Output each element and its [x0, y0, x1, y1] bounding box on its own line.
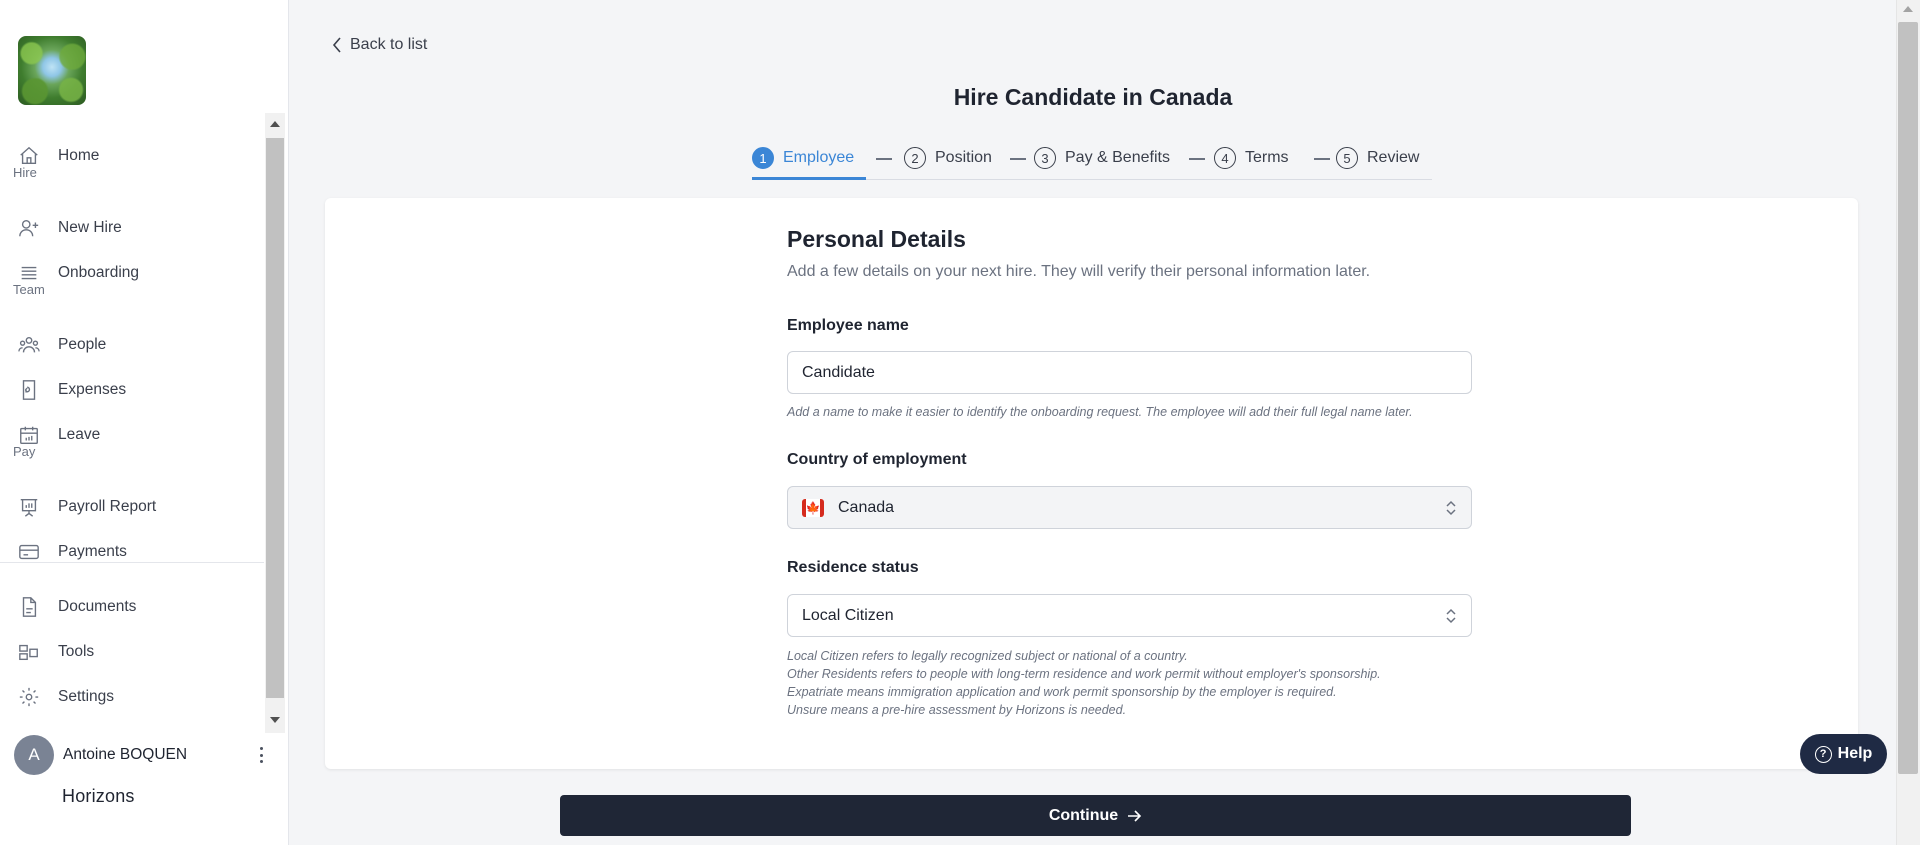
step-number: 2 [904, 147, 926, 169]
step-label: Pay & Benefits [1065, 149, 1170, 166]
step-number: 1 [752, 147, 774, 169]
personal-details-card [325, 198, 1858, 769]
sidebar-item-label: People [58, 336, 107, 353]
sidebar-item-label: Tools [58, 643, 95, 660]
page-title: Hire Candidate in Canada [953, 84, 1233, 110]
sidebar [0, 0, 289, 845]
residence-status-value: Local Citizen [802, 606, 894, 624]
chevron-left-icon [332, 37, 342, 53]
continue-button[interactable] [560, 795, 1631, 836]
section-subtitle: Add a few details on your next hire. They will verify their personal information later. [787, 263, 1371, 280]
sidebar-item-payments[interactable] [0, 532, 264, 572]
step-employee[interactable] [752, 144, 854, 172]
sidebar-item-payroll-report[interactable] [0, 487, 264, 527]
user-name: Antoine BOQUEN [63, 746, 188, 763]
sidebar-item-home[interactable] [0, 136, 264, 176]
residence-hint-unsure: Unsure means a pre-hire assessment by Horizons is needed. [787, 703, 1127, 717]
step-separator [1189, 158, 1205, 160]
step-position[interactable] [904, 144, 992, 172]
receipt-icon [18, 379, 40, 401]
sidebar-item-product-releases[interactable] [0, 727, 264, 733]
more-options-icon[interactable] [260, 747, 264, 763]
sidebar-item-label: New Hire [58, 219, 122, 236]
sidebar-scrollbar-thumb[interactable] [266, 138, 284, 698]
scroll-down-arrow-icon[interactable] [270, 717, 280, 723]
question-icon: ? [1815, 746, 1832, 763]
sidebar-item-settings[interactable] [0, 677, 264, 717]
step-separator [1314, 158, 1330, 160]
sidebar-nav [0, 113, 264, 733]
sidebar-item-documents[interactable] [0, 587, 264, 627]
sidebar-item-label: Documents [58, 598, 137, 615]
calendar-icon [18, 424, 40, 446]
nav-section-hire: Hire [13, 165, 37, 180]
step-label: Employee [783, 149, 855, 166]
employee-name-hint: Add a name to make it easier to identify the onboarding request. The employee will add their full legal name later. [787, 405, 1413, 419]
step-number: 3 [1034, 147, 1056, 169]
company-logo[interactable] [18, 36, 86, 105]
sidebar-item-label: Expenses [58, 381, 127, 398]
brand-logo-text: Horizons [62, 786, 135, 806]
sidebar-item-label: Onboarding [58, 264, 140, 281]
residence-hint-local: Local Citizen refers to legally recognized subject or national of a country. [787, 649, 1188, 663]
back-label: Back to list [350, 36, 428, 53]
sidebar-item-new-hire[interactable] [0, 208, 264, 248]
step-separator [876, 158, 892, 160]
tools-icon [18, 641, 40, 663]
arrow-right-icon [1127, 810, 1142, 822]
nav-divider [0, 562, 264, 563]
scroll-up-arrow-icon[interactable] [270, 121, 280, 127]
country-select[interactable] [787, 486, 1472, 529]
user-profile[interactable] [14, 735, 274, 775]
employee-name-value: Candidate [802, 363, 875, 381]
step-label: Position [935, 149, 992, 166]
step-review[interactable] [1336, 144, 1419, 172]
nav-section-pay: Pay [13, 444, 36, 459]
residence-status-label: Residence status [787, 559, 919, 576]
sidebar-item-label: Home [58, 147, 100, 164]
step-label: Terms [1245, 149, 1289, 166]
document-icon [18, 596, 40, 618]
sidebar-item-people[interactable] [0, 325, 264, 365]
employee-name-label: Employee name [787, 317, 909, 334]
back-to-list-link[interactable] [332, 36, 427, 54]
select-chevron-icon [1445, 608, 1457, 624]
page-scrollbar-thumb[interactable] [1898, 22, 1918, 774]
stepper [752, 140, 1432, 180]
avatar: A [14, 735, 54, 775]
sidebar-item-tools[interactable] [0, 632, 264, 672]
sidebar-item-label: Leave [58, 426, 101, 443]
help-button[interactable] [1800, 734, 1887, 774]
sidebar-item-label: Payroll Report [58, 498, 157, 515]
residence-hint-other: Other Residents refers to people with long-term residence and work permit without employer's sponsorship. [787, 667, 1381, 681]
step-pay-benefits[interactable] [1034, 144, 1170, 172]
step-label: Review [1367, 149, 1420, 166]
add-user-icon [18, 217, 40, 239]
gear-icon [18, 686, 40, 708]
country-value: Canada [838, 498, 895, 516]
select-chevron-icon [1445, 500, 1457, 516]
sidebar-item-expenses[interactable] [0, 370, 264, 410]
home-icon [18, 145, 40, 167]
section-title: Personal Details [787, 226, 966, 252]
country-label: Country of employment [787, 451, 967, 468]
residence-hint-expatriate: Expatriate means immigration application and work permit sponsorship by the employer is required. [787, 685, 1337, 699]
step-terms[interactable] [1214, 144, 1289, 172]
scroll-up-arrow-icon[interactable] [1903, 6, 1913, 12]
sidebar-item-leave[interactable] [0, 415, 264, 455]
people-icon [18, 334, 40, 356]
employee-name-input[interactable] [787, 351, 1472, 394]
report-chart-icon [18, 496, 40, 518]
canada-flag-icon: 🍁 [802, 499, 824, 517]
nav-section-team: Team [13, 282, 45, 297]
help-label: Help [1837, 745, 1873, 762]
step-number: 4 [1214, 147, 1236, 169]
continue-label: Continue [1048, 806, 1119, 824]
step-separator [1010, 158, 1026, 160]
sidebar-item-label: Settings [58, 688, 115, 705]
main-content [290, 0, 1896, 845]
credit-card-icon [18, 541, 40, 563]
step-number: 5 [1336, 147, 1358, 169]
list-icon [18, 262, 40, 284]
active-step-indicator [752, 177, 866, 180]
sidebar-item-label: Payments [58, 543, 127, 560]
residence-status-select[interactable] [787, 594, 1472, 637]
